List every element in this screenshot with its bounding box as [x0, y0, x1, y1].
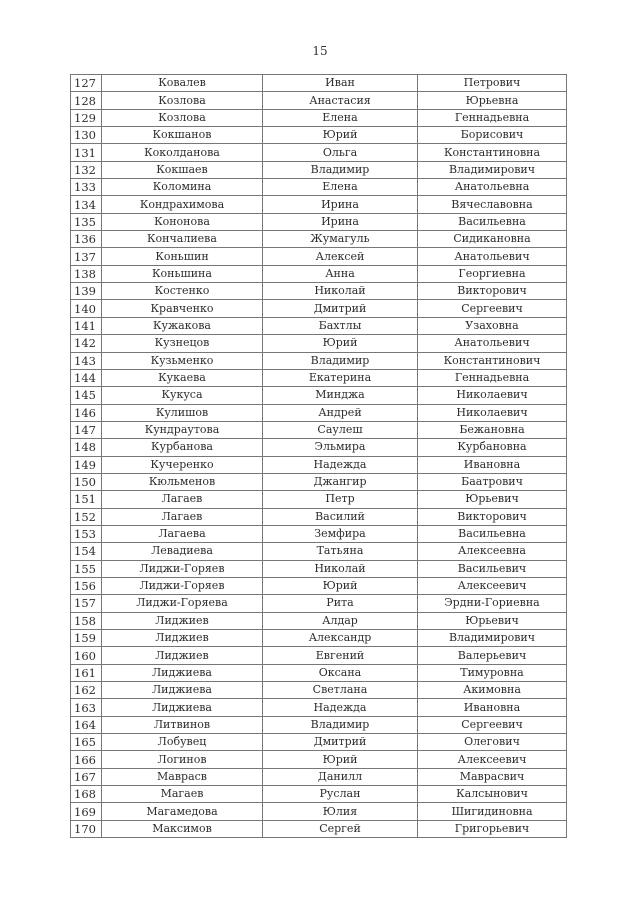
patronymic-cell: Владимирович — [418, 630, 567, 647]
patronymic-cell: Викторович — [418, 283, 567, 300]
first-name-cell: Бахтлы — [263, 317, 418, 334]
last-name-cell: Кукаева — [102, 369, 263, 386]
row-number: 144 — [71, 369, 102, 386]
row-number: 151 — [71, 491, 102, 508]
patronymic-cell: Юрьевна — [418, 92, 567, 109]
first-name-cell: Надежда — [263, 699, 418, 716]
patronymic-cell: Олегович — [418, 734, 567, 751]
table-row — [71, 144, 567, 161]
table-row — [71, 317, 567, 334]
row-number: 140 — [71, 300, 102, 317]
table-row — [71, 682, 567, 699]
row-number: 152 — [71, 508, 102, 525]
patronymic-cell: Николаевич — [418, 387, 567, 404]
table-row — [71, 127, 567, 144]
table-row — [71, 612, 567, 629]
last-name-cell: Максимов — [102, 820, 263, 837]
last-name-cell: Лиджи-Горяев — [102, 560, 263, 577]
row-number: 136 — [71, 231, 102, 248]
table-row — [71, 577, 567, 594]
row-number: 150 — [71, 473, 102, 490]
first-name-cell: Юрий — [263, 577, 418, 594]
row-number: 167 — [71, 768, 102, 785]
first-name-cell: Александр — [263, 630, 418, 647]
patronymic-cell: Борисович — [418, 127, 567, 144]
first-name-cell: Юрий — [263, 127, 418, 144]
row-number: 145 — [71, 387, 102, 404]
table-row — [71, 473, 567, 490]
patronymic-cell: Тимуровна — [418, 664, 567, 681]
last-name-cell: Лагаева — [102, 525, 263, 542]
first-name-cell: Руслан — [263, 786, 418, 803]
patronymic-cell: Константинович — [418, 352, 567, 369]
patronymic-cell: Анатольевич — [418, 335, 567, 352]
patronymic-cell: Баатрович — [418, 473, 567, 490]
first-name-cell: Николай — [263, 560, 418, 577]
table-row — [71, 369, 567, 386]
table-row — [71, 109, 567, 126]
last-name-cell: Лиджиева — [102, 682, 263, 699]
patronymic-cell: Геннадьевна — [418, 369, 567, 386]
first-name-cell: Ирина — [263, 196, 418, 213]
row-number: 139 — [71, 283, 102, 300]
patronymic-cell: Сергеевич — [418, 716, 567, 733]
first-name-cell: Ирина — [263, 213, 418, 230]
patronymic-cell: Григорьевич — [418, 820, 567, 837]
last-name-cell: Кокшанов — [102, 127, 263, 144]
first-name-cell: Юлия — [263, 803, 418, 820]
first-name-cell: Елена — [263, 179, 418, 196]
last-name-cell: Курбанова — [102, 439, 263, 456]
first-name-cell: Владимир — [263, 161, 418, 178]
patronymic-cell: Узаховна — [418, 317, 567, 334]
table-row — [71, 421, 567, 438]
first-name-cell: Светлана — [263, 682, 418, 699]
table-row — [71, 768, 567, 785]
row-number: 165 — [71, 734, 102, 751]
patronymic-cell: Ивановна — [418, 456, 567, 473]
row-number: 169 — [71, 803, 102, 820]
row-number: 155 — [71, 560, 102, 577]
table-row — [71, 786, 567, 803]
row-number: 143 — [71, 352, 102, 369]
first-name-cell: Петр — [263, 491, 418, 508]
patronymic-cell: Шигидиновна — [418, 803, 567, 820]
table-row — [71, 543, 567, 560]
last-name-cell: Кюльменов — [102, 473, 263, 490]
patronymic-cell: Анатольевич — [418, 248, 567, 265]
last-name-cell: Маврасв — [102, 768, 263, 785]
table-row — [71, 75, 567, 92]
first-name-cell: Дмитрий — [263, 300, 418, 317]
first-name-cell: Татьяна — [263, 543, 418, 560]
patronymic-cell: Маврасвич — [418, 768, 567, 785]
first-name-cell: Евгений — [263, 647, 418, 664]
first-name-cell: Владимир — [263, 716, 418, 733]
last-name-cell: Кузнецов — [102, 335, 263, 352]
last-name-cell: Коньшина — [102, 265, 263, 282]
table-row — [71, 630, 567, 647]
row-number: 149 — [71, 456, 102, 473]
first-name-cell: Данилл — [263, 768, 418, 785]
row-number: 146 — [71, 404, 102, 421]
last-name-cell: Кононова — [102, 213, 263, 230]
table-row — [71, 404, 567, 421]
patronymic-cell: Сергеевич — [418, 300, 567, 317]
row-number: 162 — [71, 682, 102, 699]
last-name-cell: Кулишов — [102, 404, 263, 421]
row-number: 156 — [71, 577, 102, 594]
patronymic-cell: Николаевич — [418, 404, 567, 421]
table-row — [71, 231, 567, 248]
table-row — [71, 525, 567, 542]
table-row — [71, 213, 567, 230]
first-name-cell: Екатерина — [263, 369, 418, 386]
patronymic-cell: Калсынович — [418, 786, 567, 803]
row-number: 137 — [71, 248, 102, 265]
table-row — [71, 387, 567, 404]
row-number: 138 — [71, 265, 102, 282]
first-name-cell: Рита — [263, 595, 418, 612]
last-name-cell: Лагаев — [102, 508, 263, 525]
last-name-cell: Литвинов — [102, 716, 263, 733]
first-name-cell: Надежда — [263, 456, 418, 473]
last-name-cell: Козлова — [102, 92, 263, 109]
patronymic-cell: Валерьевич — [418, 647, 567, 664]
patronymic-cell: Алексеевич — [418, 751, 567, 768]
last-name-cell: Кокшаев — [102, 161, 263, 178]
table-row — [71, 265, 567, 282]
last-name-cell: Кончалиева — [102, 231, 263, 248]
patronymic-cell: Геннадьевна — [418, 109, 567, 126]
last-name-cell: Лиджиев — [102, 612, 263, 629]
last-name-cell: Лагаев — [102, 491, 263, 508]
first-name-cell: Алексей — [263, 248, 418, 265]
first-name-cell: Оксана — [263, 664, 418, 681]
patronymic-cell: Вячеславовна — [418, 196, 567, 213]
first-name-cell: Дмитрий — [263, 734, 418, 751]
row-number: 164 — [71, 716, 102, 733]
patronymic-cell: Курбановна — [418, 439, 567, 456]
first-name-cell: Юрий — [263, 751, 418, 768]
last-name-cell: Козлова — [102, 109, 263, 126]
last-name-cell: Лиджиева — [102, 699, 263, 716]
first-name-cell: Николай — [263, 283, 418, 300]
last-name-cell: Магаев — [102, 786, 263, 803]
last-name-cell: Кукуса — [102, 387, 263, 404]
last-name-cell: Кузьменко — [102, 352, 263, 369]
patronymic-cell: Георгиевна — [418, 265, 567, 282]
row-number: 163 — [71, 699, 102, 716]
last-name-cell: Коколданова — [102, 144, 263, 161]
row-number: 135 — [71, 213, 102, 230]
table-row — [71, 820, 567, 837]
first-name-cell: Алдар — [263, 612, 418, 629]
row-number: 166 — [71, 751, 102, 768]
table-row — [71, 439, 567, 456]
last-name-cell: Коломина — [102, 179, 263, 196]
row-number: 128 — [71, 92, 102, 109]
first-name-cell: Жумагуль — [263, 231, 418, 248]
table-row — [71, 352, 567, 369]
table-row — [71, 751, 567, 768]
patronymic-cell: Алексеевна — [418, 543, 567, 560]
row-number: 129 — [71, 109, 102, 126]
row-number: 170 — [71, 820, 102, 837]
first-name-cell: Иван — [263, 75, 418, 92]
first-name-cell: Ольга — [263, 144, 418, 161]
last-name-cell: Кучеренко — [102, 456, 263, 473]
patronymic-cell: Ивановна — [418, 699, 567, 716]
row-number: 157 — [71, 595, 102, 612]
patronymic-cell: Викторович — [418, 508, 567, 525]
patronymic-cell: Юрьевич — [418, 491, 567, 508]
last-name-cell: Кондрахимова — [102, 196, 263, 213]
first-name-cell: Саулеш — [263, 421, 418, 438]
page-number: 15 — [312, 44, 328, 58]
first-name-cell: Андрей — [263, 404, 418, 421]
last-name-cell: Логинов — [102, 751, 263, 768]
first-name-cell: Елена — [263, 109, 418, 126]
table-row — [71, 491, 567, 508]
patronymic-cell: Юрьевич — [418, 612, 567, 629]
last-name-cell: Лиджиева — [102, 664, 263, 681]
patronymic-cell: Бежановна — [418, 421, 567, 438]
first-name-cell: Земфира — [263, 525, 418, 542]
table-row — [71, 196, 567, 213]
table-row — [71, 664, 567, 681]
table-row — [71, 283, 567, 300]
table-row — [71, 335, 567, 352]
first-name-cell: Сергей — [263, 820, 418, 837]
table-row — [71, 248, 567, 265]
last-name-cell: Ковалев — [102, 75, 263, 92]
table-row — [71, 92, 567, 109]
first-name-cell: Анна — [263, 265, 418, 282]
row-number: 132 — [71, 161, 102, 178]
first-name-cell: Юрий — [263, 335, 418, 352]
first-name-cell: Минджа — [263, 387, 418, 404]
first-name-cell: Джангир — [263, 473, 418, 490]
patronymic-cell: Васильевна — [418, 525, 567, 542]
row-number: 134 — [71, 196, 102, 213]
table-row — [71, 179, 567, 196]
last-name-cell: Лиджи-Горяева — [102, 595, 263, 612]
table-row — [71, 699, 567, 716]
patronymic-cell: Сидикановна — [418, 231, 567, 248]
patronymic-cell: Петрович — [418, 75, 567, 92]
row-number: 133 — [71, 179, 102, 196]
row-number: 130 — [71, 127, 102, 144]
table-row — [71, 647, 567, 664]
row-number: 147 — [71, 421, 102, 438]
patronymic-cell: Акимовна — [418, 682, 567, 699]
last-name-cell: Лобувец — [102, 734, 263, 751]
row-number: 154 — [71, 543, 102, 560]
table-row — [71, 595, 567, 612]
table-row — [71, 734, 567, 751]
roster-table — [70, 74, 567, 838]
last-name-cell: Кундраутова — [102, 421, 263, 438]
table-row — [71, 508, 567, 525]
patronymic-cell: Алексеевич — [418, 577, 567, 594]
row-number: 141 — [71, 317, 102, 334]
patronymic-cell: Анатольевна — [418, 179, 567, 196]
last-name-cell: Костенко — [102, 283, 263, 300]
row-number: 153 — [71, 525, 102, 542]
table-row — [71, 560, 567, 577]
patronymic-cell: Васильевич — [418, 560, 567, 577]
last-name-cell: Лиджиев — [102, 630, 263, 647]
last-name-cell: Лиджи-Горяев — [102, 577, 263, 594]
row-number: 160 — [71, 647, 102, 664]
last-name-cell: Магамедова — [102, 803, 263, 820]
row-number: 159 — [71, 630, 102, 647]
roster-body — [71, 75, 567, 838]
table-row — [71, 300, 567, 317]
last-name-cell: Левадиева — [102, 543, 263, 560]
first-name-cell: Анастасия — [263, 92, 418, 109]
table-row — [71, 803, 567, 820]
row-number: 142 — [71, 335, 102, 352]
row-number: 168 — [71, 786, 102, 803]
last-name-cell: Кравченко — [102, 300, 263, 317]
last-name-cell: Лиджиев — [102, 647, 263, 664]
patronymic-cell: Васильевна — [418, 213, 567, 230]
row-number: 161 — [71, 664, 102, 681]
last-name-cell: Коньшин — [102, 248, 263, 265]
table-row — [71, 161, 567, 178]
table-row — [71, 456, 567, 473]
row-number: 127 — [71, 75, 102, 92]
patronymic-cell: Константиновна — [418, 144, 567, 161]
patronymic-cell: Владимирович — [418, 161, 567, 178]
row-number: 131 — [71, 144, 102, 161]
patronymic-cell: Эрдни-Гориевна — [418, 595, 567, 612]
first-name-cell: Владимир — [263, 352, 418, 369]
row-number: 158 — [71, 612, 102, 629]
row-number: 148 — [71, 439, 102, 456]
last-name-cell: Кужакова — [102, 317, 263, 334]
table-row — [71, 716, 567, 733]
first-name-cell: Василий — [263, 508, 418, 525]
first-name-cell: Эльмира — [263, 439, 418, 456]
